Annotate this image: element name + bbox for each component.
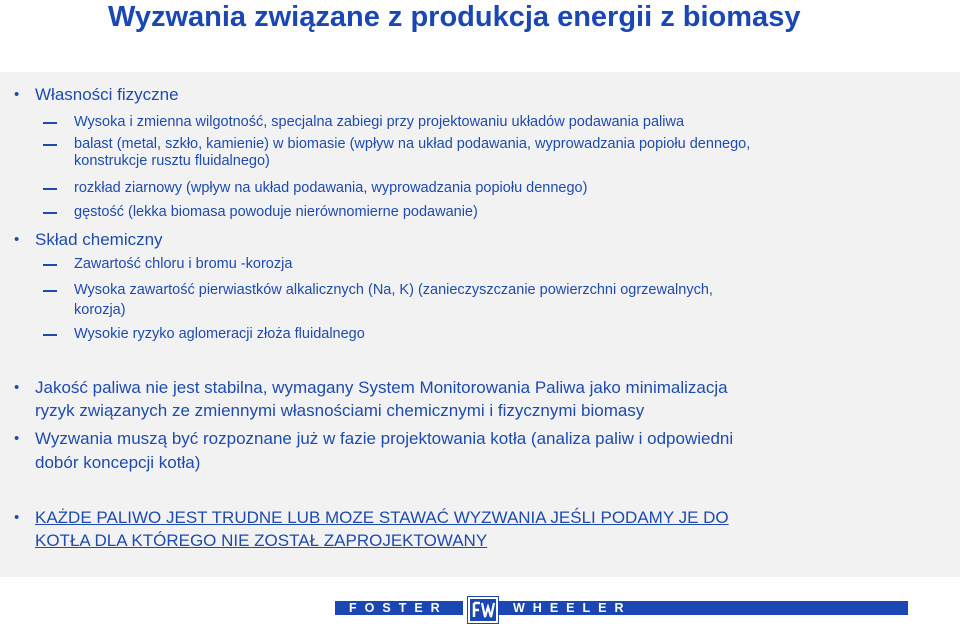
title-bar [0, 0, 960, 72]
logo-text-right: WHEELER [513, 601, 632, 615]
list-item: Wysoka zawartość pierwiastków alkalicznych (Na, K) (zanieczyszczanie powierzchni ogrzewalnych, [74, 282, 713, 298]
fw-monogram-icon [470, 599, 496, 621]
list-item: Wysokie ryzyko aglomeracji złoża fluidalnego [74, 326, 365, 342]
dash-icon [43, 122, 57, 124]
quality-line-2: ryzyk związanych ze zmiennymi własnościami chemicznymi i fizycznymi biomasy [35, 401, 645, 420]
dash-icon [43, 264, 57, 266]
challenges-line-1: Wyzwania muszą być rozpoznane już w fazie projektowania kotła (analiza paliw i odpowiedni [35, 429, 734, 448]
every-fuel-line-1: KAŻDE PALIWO JEST TRUDNE LUB MOZE STAWAĆ WYZWANIA JEŚLI PODAMY JE DO [35, 508, 729, 527]
list-item-continuation: korozja) [74, 302, 126, 318]
bullet-icon: • [14, 86, 20, 103]
slide-title: Wyzwania związane z produkcja energii z biomasy [108, 1, 801, 33]
list-item: balast (metal, szkło, kamienie) w biomasie (wpływ na układ podawania, wyprowadzania popiołu dennego, [74, 136, 751, 152]
bullet-icon: • [14, 430, 20, 447]
list-item: Wysoka i zmienna wilgotność, specjalna zabiegi przy projektowaniu układów podawania paliwa [74, 114, 685, 130]
list-item: gęstość (lekka biomasa powoduje nierównomierne podawanie) [74, 204, 478, 220]
section-heading-physical: Własności fizyczne [35, 85, 179, 104]
quality-line-1: Jakość paliwa nie jest stabilna, wymagany System Monitorowania Paliwa jako minimalizacja [35, 378, 728, 397]
dash-icon [43, 144, 57, 146]
section-heading-chemical: Skład chemiczny [35, 230, 163, 249]
bullet-icon: • [14, 509, 20, 526]
foster-wheeler-logo [335, 597, 908, 619]
dash-icon [43, 290, 57, 292]
dash-icon [43, 212, 57, 214]
logo-text-left: FOSTER [349, 601, 448, 615]
bullet-icon: • [14, 379, 20, 396]
dash-icon [43, 188, 57, 190]
dash-icon [43, 334, 57, 336]
every-fuel-line-2: KOTŁA DLA KTÓREGO NIE ZOSTAŁ ZAPROJEKTOWANY [35, 531, 488, 550]
list-item: rozkład ziarnowy (wpływ na układ podawania, wyprowadzania popiołu dennego) [74, 180, 588, 196]
bullet-icon: • [14, 231, 20, 248]
challenges-line-2: dobór koncepcji kotła) [35, 453, 201, 472]
logo-badge-icon [468, 597, 498, 623]
list-item-continuation: konstrukcje rusztu fluidalnego) [74, 153, 270, 169]
list-item: Zawartość chloru i bromu -korozja [74, 256, 293, 272]
